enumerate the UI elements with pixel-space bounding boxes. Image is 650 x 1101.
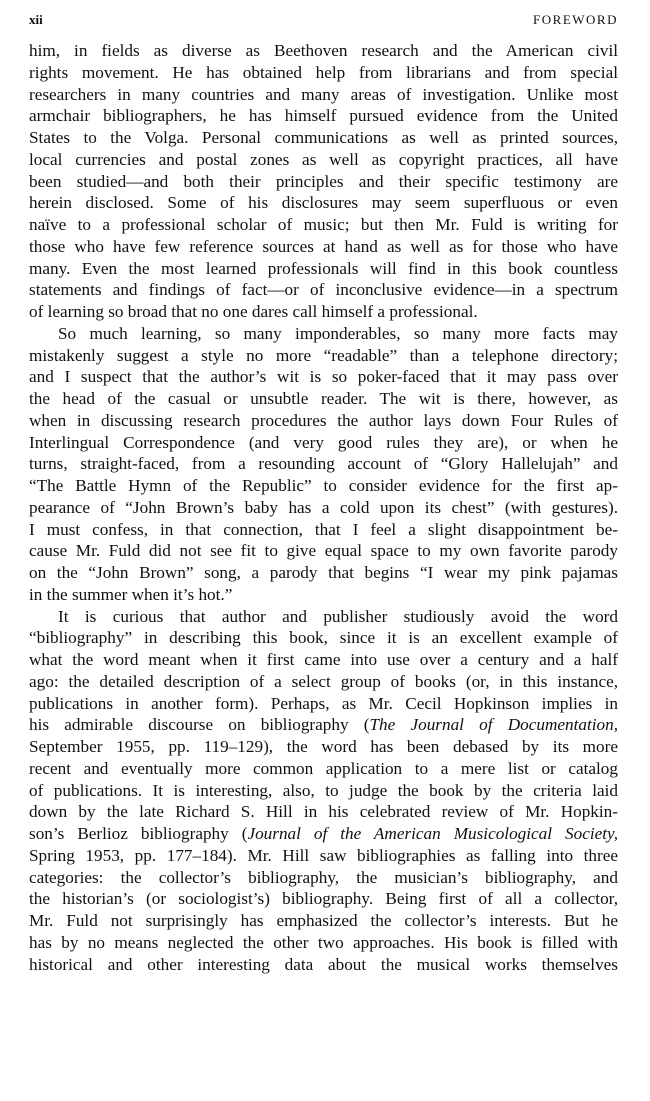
text-line: herein disclosed. Some of his disclosures may seem superfluous or even xyxy=(29,193,618,213)
text-line: has by no means neglected the other two approaches. His book is filled with xyxy=(29,932,618,952)
text-line: naïve to a professional scholar of music; but then Mr. Fuld is writing for xyxy=(29,215,618,234)
text-line: rights movement. He has obtained help from librarians and from special xyxy=(29,62,618,82)
text-line: of publications. It is interesting, also, to judge the book by the criteria laid xyxy=(29,780,618,800)
text-line: Mr. Fuld not surprisingly has emphasized the collector’s interests. But he xyxy=(29,911,618,930)
text-line: “bibliography” in describing this book, since it is an excellent example of xyxy=(29,628,618,648)
text-line: what the word meant when it first came into use over a century and a half xyxy=(29,650,618,669)
text-line: been studied—and both their principles and their specific testimony are xyxy=(29,171,618,191)
italic-citation: The Journal of Documentation, xyxy=(369,715,618,735)
italic-citation: Journal of the American Musicological Society, xyxy=(247,824,618,843)
paragraph-start-line: So much learning, so many imponderables, so many more facts may xyxy=(58,323,618,343)
text-line: pearance of “John Brown’s baby has a cold upon its chest” (with gestures). xyxy=(29,497,618,517)
line-text: son’s Berlioz bibliography ( xyxy=(29,824,248,843)
text-line: Interlingual Correspondence (and very good rules they are), or when he xyxy=(29,432,618,452)
text-line: cause Mr. Fuld did not see fit to give equal space to my own favorite parody xyxy=(29,541,618,561)
text-line: on the “John Brown” song, a parody that begins “I wear my pink pajamas xyxy=(29,563,618,582)
text-line: categories: the collector’s bibliography, the musician’s bibliography, and xyxy=(29,867,618,887)
text-line: September 1955, pp. 119–129), the word has been debased by its more xyxy=(29,737,618,756)
text-line-with-italic xyxy=(29,714,618,736)
text-line: the historian’s (or sociologist’s) bibliography. Being first of all a collector, xyxy=(29,889,618,909)
text-line: armchair bibliographers, he has himself pursued evidence from the United xyxy=(29,106,618,126)
text-line: researchers in many countries and many areas of investigation. Unlike most xyxy=(29,84,618,104)
text-line: and I suspect that the author’s wit is so poker-faced that it may pass over xyxy=(29,367,618,387)
text-line-with-italic xyxy=(29,823,618,845)
text-line: statements and findings of fact—or of inconclusive evidence—in a spectrum xyxy=(29,280,618,300)
foreword-body xyxy=(29,40,618,975)
text-line: down by the late Richard S. Hill in his celebrated review of Mr. Hopkin- xyxy=(29,802,618,822)
running-head xyxy=(29,12,618,30)
paragraph-start-line: It is curious that author and publisher studiously avoid the word xyxy=(58,606,618,626)
section-title: FOREWORD xyxy=(533,12,618,27)
line-text: his admirable discourse on bibliography ( xyxy=(29,715,370,735)
text-line: I must confess, in that connection, that I feel a slight disappointment be- xyxy=(29,519,618,539)
text-line: him, in fields as diverse as Beethoven research and the American civil xyxy=(29,41,618,60)
text-line: those who have few reference sources at hand as well as for those who have xyxy=(29,236,618,256)
text-line: turns, straight-faced, from a resounding account of “Glory Hallelujah” and xyxy=(29,454,618,474)
text-line: historical and other interesting data about the musical works themselves xyxy=(29,954,618,974)
text-line: local currencies and postal zones as well as copyright practices, all have xyxy=(29,149,618,169)
paragraph-end-line: in the summer when it’s hot.” xyxy=(29,584,233,604)
text-line: publications in another form). Perhaps, as Mr. Cecil Hopkinson implies in xyxy=(29,693,618,713)
text-line: Spring 1953, pp. 177–184). Mr. Hill saw bibliographies as falling into three xyxy=(29,845,618,865)
text-line: recent and eventually more common application to a mere list or catalog xyxy=(29,758,618,778)
text-line: when in discussing research procedures the author lays down Four Rules of xyxy=(29,410,618,430)
text-line: many. Even the most learned professionals will find in this book countless xyxy=(29,258,618,278)
text-line: “The Battle Hymn of the Republic” to consider evidence for the first ap- xyxy=(29,476,618,495)
text-line: States to the Volga. Personal communications as well as printed sources, xyxy=(29,128,618,147)
page-number: xii xyxy=(29,12,43,27)
text-line: the head of the casual or unsubtle reader. The wit is there, however, as xyxy=(29,389,618,408)
paragraph-end-line: of learning so broad that no one dares call himself a professional. xyxy=(29,302,478,321)
text-line: mistakenly suggest a style no more “readable” than a telephone directory; xyxy=(29,345,618,365)
text-line: ago: the detailed description of a select group of books (or, in this instance, xyxy=(29,671,618,691)
